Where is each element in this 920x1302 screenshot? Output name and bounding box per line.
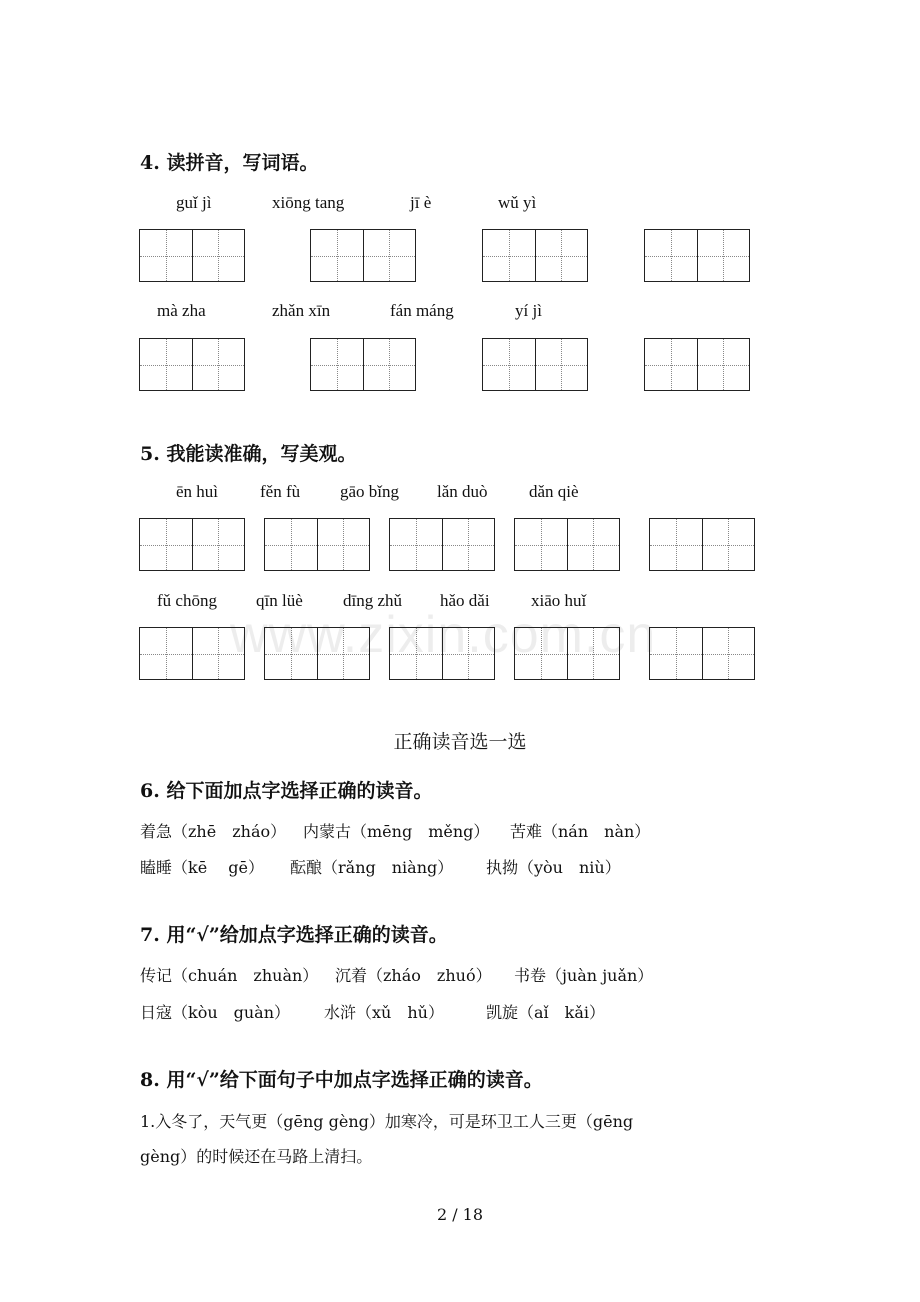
writing-grid[interactable] (482, 229, 588, 282)
writing-grid[interactable] (514, 627, 620, 680)
q5-title: 5. 我能读准确，写美观。 (140, 443, 357, 465)
q7-item: 日寇（kòu guàn） (140, 1003, 291, 1022)
writing-grid[interactable] (644, 338, 750, 391)
writing-grid[interactable] (139, 229, 245, 282)
q5-pinyin: lǎn duò (437, 482, 488, 501)
watermark: www.zixin.com.cn (230, 606, 657, 664)
q6-item: 内蒙古（mēng měng） (303, 822, 490, 841)
writing-grid[interactable] (514, 518, 620, 571)
q7-item: 凯旋（aǐ kǎi） (486, 1003, 606, 1022)
writing-grid[interactable] (264, 518, 370, 571)
q7-item: 水浒（xǔ hǔ） (324, 1003, 444, 1022)
writing-grid[interactable] (139, 627, 245, 680)
q6-title: 6. 给下面加点字选择正确的读音。 (140, 780, 433, 802)
q5-pinyin: ēn huì (176, 482, 219, 501)
q6-item: 执拗（yòu niù） (486, 858, 621, 877)
q6-item: 苦难（nán nàn） (510, 822, 651, 841)
q4-pinyin: jī è (410, 193, 432, 212)
q8-sentence-line: gèng）的时候还在马路上清扫。 (140, 1147, 373, 1166)
q7-item: 沉着（zháo zhuó） (335, 966, 492, 985)
q5-pinyin: dīng zhǔ (343, 591, 403, 610)
writing-grid[interactable] (139, 518, 245, 571)
page-number: 2 / 18 (436, 1205, 484, 1224)
writing-grid[interactable] (649, 518, 755, 571)
writing-grid[interactable] (482, 338, 588, 391)
q6-item: 着急（zhē zháo） (140, 822, 287, 841)
q8-sentence-line: 1.入冬了，天气更（gēng gèng）加寒冷，可是环卫工人三更（gēng (140, 1112, 634, 1131)
q7-title: 7. 用“√”给加点字选择正确的读音。 (140, 924, 448, 946)
writing-grid[interactable] (389, 627, 495, 680)
q5-pinyin: hǎo dǎi (440, 591, 490, 610)
writing-grid[interactable] (139, 338, 245, 391)
q4-pinyin: guǐ jì (176, 193, 212, 212)
q5-pinyin: gāo bǐng (340, 482, 400, 501)
q6-item: 酝酿（rǎng niàng） (290, 858, 454, 877)
q4-pinyin: zhǎn xīn (272, 301, 331, 320)
q4-pinyin: xiōng tang (272, 193, 345, 212)
q4-pinyin: mà zha (157, 301, 206, 320)
writing-grid[interactable] (644, 229, 750, 282)
q6-item: 瞌睡（kē gē） (140, 858, 264, 877)
q5-pinyin: dǎn qiè (529, 482, 579, 501)
q4-title: 4. 读拼音，写词语。 (140, 152, 319, 174)
q5-pinyin: qīn lüè (256, 591, 303, 610)
q7-item: 书卷（juàn juǎn） (514, 966, 654, 985)
q5-pinyin: xiāo huǐ (531, 591, 587, 610)
writing-grid[interactable] (310, 229, 416, 282)
q8-title: 8. 用“√”给下面句子中加点字选择正确的读音。 (140, 1069, 543, 1091)
q4-pinyin: yí jì (515, 301, 542, 320)
q5-pinyin: fǔ chōng (157, 591, 217, 610)
writing-grid[interactable] (264, 627, 370, 680)
q4-pinyin: wǔ yì (498, 193, 537, 212)
q7-item: 传记（chuán zhuàn） (140, 966, 319, 985)
section-title: 正确读音选一选 (393, 731, 527, 753)
writing-grid[interactable] (649, 627, 755, 680)
q4-pinyin: fán máng (390, 301, 454, 320)
q5-pinyin: fěn fù (260, 482, 301, 501)
writing-grid[interactable] (389, 518, 495, 571)
writing-grid[interactable] (310, 338, 416, 391)
